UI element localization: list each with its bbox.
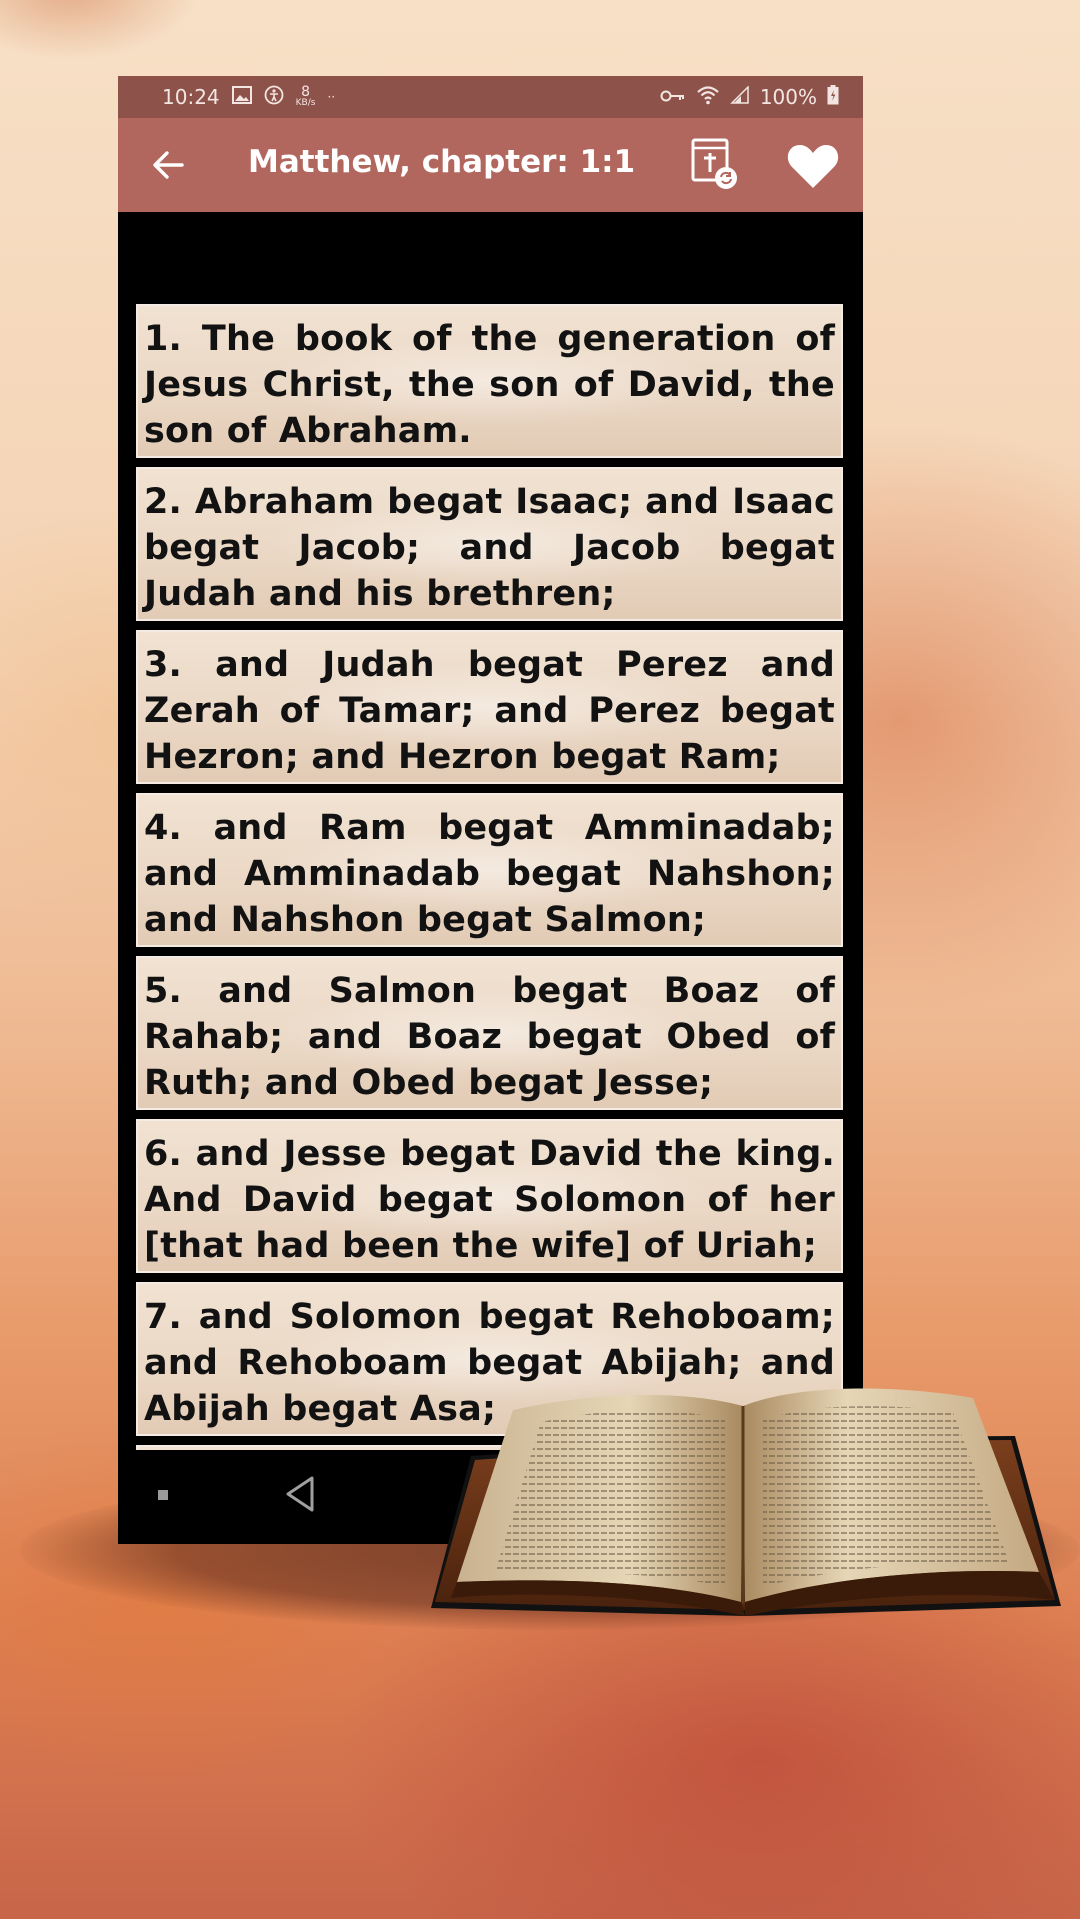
status-time: 10:24 — [162, 85, 220, 109]
page-title: Matthew, chapter: 1:1 — [248, 144, 636, 180]
status-bar — [118, 76, 863, 118]
verse-card-6[interactable] — [136, 1119, 843, 1273]
verse-text: 4. and Ram begat Amminadab; and Amminadab begat Nahshon; and Nahshon begat Salmon; — [144, 808, 835, 940]
verse-card-4[interactable] — [136, 793, 843, 947]
arrow-left-icon — [146, 142, 192, 188]
image-icon — [232, 86, 252, 109]
battery-percent: 100% — [759, 85, 817, 109]
verse-text: 7. and Solomon begat Rehoboam; and Rehoboam begat Abijah; and Abijah begat Asa; — [144, 1297, 835, 1429]
open-book-illustration — [425, 1376, 1065, 1622]
back-button[interactable] — [146, 142, 192, 188]
bible-sync-icon — [690, 136, 740, 192]
key-icon — [660, 87, 686, 108]
verse-card-5[interactable] — [136, 956, 843, 1110]
wifi-icon — [696, 85, 720, 110]
network-speed — [296, 86, 316, 108]
verse-text: 6. and Jesse begat David the king. And David begat Solomon of her [that had been the wife] of Uriah; — [144, 1134, 835, 1266]
verse-list[interactable] — [118, 212, 863, 1526]
verse-text: 5. and Salmon begat Boaz of Rahab; and Boaz begat Obed of Ruth; and Obed begat Jesse; — [144, 971, 835, 1103]
verse-text: 2. Abraham begat Isaac; and Isaac begat Jacob; and Jacob begat Judah and his brethren; — [144, 482, 835, 614]
phone-screen — [118, 76, 863, 1544]
triangle-back-icon — [280, 1472, 320, 1516]
bible-sync-button[interactable] — [690, 136, 740, 192]
verse-text: 1. The book of the generation of Jesus Christ, the son of David, the son of Abraham. — [144, 319, 835, 451]
network-speed-value: 8 — [301, 84, 310, 100]
battery-icon — [827, 85, 839, 110]
network-speed-unit: KB/s — [295, 98, 316, 108]
verse-text: 3. and Judah begat Perez and Zerah of Tamar; and Perez begat Hezron; and Hezron begat Ram; — [144, 645, 835, 777]
signal-icon — [730, 86, 750, 109]
heart-icon — [786, 142, 840, 190]
app-bar — [118, 118, 863, 212]
nav-back-button[interactable] — [280, 1472, 320, 1516]
recents-button[interactable] — [158, 1490, 168, 1500]
status-dashes: ·· — [327, 90, 336, 104]
favorite-button[interactable] — [786, 142, 840, 190]
accessibility-icon — [264, 85, 284, 110]
verse-card-1[interactable] — [136, 304, 843, 458]
verse-card-2[interactable] — [136, 467, 843, 621]
verse-card-3[interactable] — [136, 630, 843, 784]
background-glow — [0, 0, 200, 60]
